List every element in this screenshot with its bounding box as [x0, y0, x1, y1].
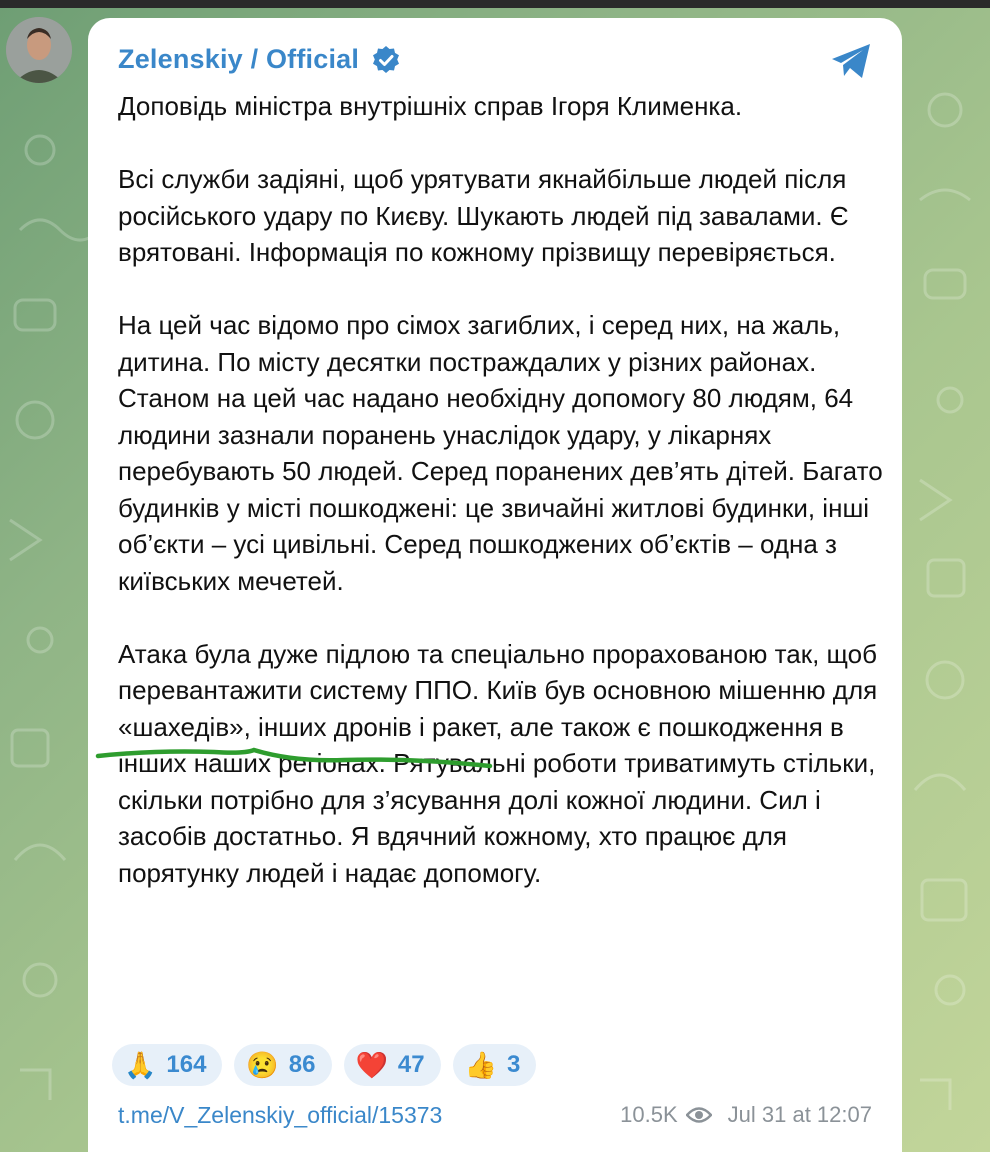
hand-drawn-underline	[94, 742, 494, 774]
eye-icon	[686, 1106, 712, 1124]
message-text: Доповідь міністра внутрішніх справ Ігоря Клименка. Всі служби задіяні, щоб урятувати якнайбільше людей після російського удару по Києву. Шукають людей під завалами. Є врятовані. Інформація по кожному прізвищу перевіряється. На цей час відомо про сімох загиблих, і серед них, на жаль, дитина. По місту десятки постраждалих у різних районах. Станом на цей час надано необхідну допомогу 80 людям, 64 людини зазнали поранень унаслідок удару, у лікарнях перебувають 50 людей. Серед поранених дев’ять дітей. Багато будинків у місті пошкоджені: це звичайні житлові будинки, інші об’єкти – усі цивільні. Серед пошкоджених об’єктів – одна з київських мечетей. Атака була дуже підлою та спеціально прорахованою так, щоб перевантажити систему ППО. Київ був основною мішенню для «шахедів», інших дронів і ракет, але також є пошкодження в інших наших регіонах. Рятувальні роботи триватимуть стільки, скільки потрібно для з’ясування долі кожної людини. Сил і засобів достатньо. Я вдячний кожному, хто працює для порятунку людей і надає допомогу.	[118, 91, 883, 888]
share-icon[interactable]	[830, 42, 872, 80]
message-date: Jul 31 at 12:07	[727, 1102, 872, 1127]
post-link[interactable]: t.me/V_Zelenskiy_official/15373	[118, 1102, 443, 1128]
reaction-count: 47	[397, 1051, 425, 1078]
reaction-count: 164	[166, 1051, 207, 1078]
reaction-heart[interactable]	[344, 1044, 441, 1086]
thumbs-up-icon: 👍	[464, 1050, 497, 1080]
channel-header[interactable]	[118, 44, 401, 75]
reaction-count: 3	[506, 1051, 521, 1078]
crying-face-icon: 😢	[246, 1050, 279, 1080]
reaction-count: 86	[288, 1051, 316, 1078]
heart-icon: ❤️	[355, 1050, 388, 1080]
message-meta	[620, 1102, 872, 1128]
pray-icon: 🙏	[124, 1050, 157, 1080]
reaction-cry[interactable]	[234, 1044, 331, 1086]
verified-icon	[371, 45, 401, 75]
channel-avatar[interactable]	[6, 17, 72, 83]
reaction-pray[interactable]	[112, 1044, 222, 1086]
reaction-thumbs-up[interactable]	[453, 1044, 537, 1086]
reactions-bar	[112, 1044, 536, 1086]
view-count: 10.5K	[620, 1102, 678, 1127]
channel-name[interactable]: Zelenskiy / Official	[118, 44, 360, 74]
message-bubble	[88, 18, 902, 1152]
avatar-portrait-icon	[6, 17, 72, 83]
